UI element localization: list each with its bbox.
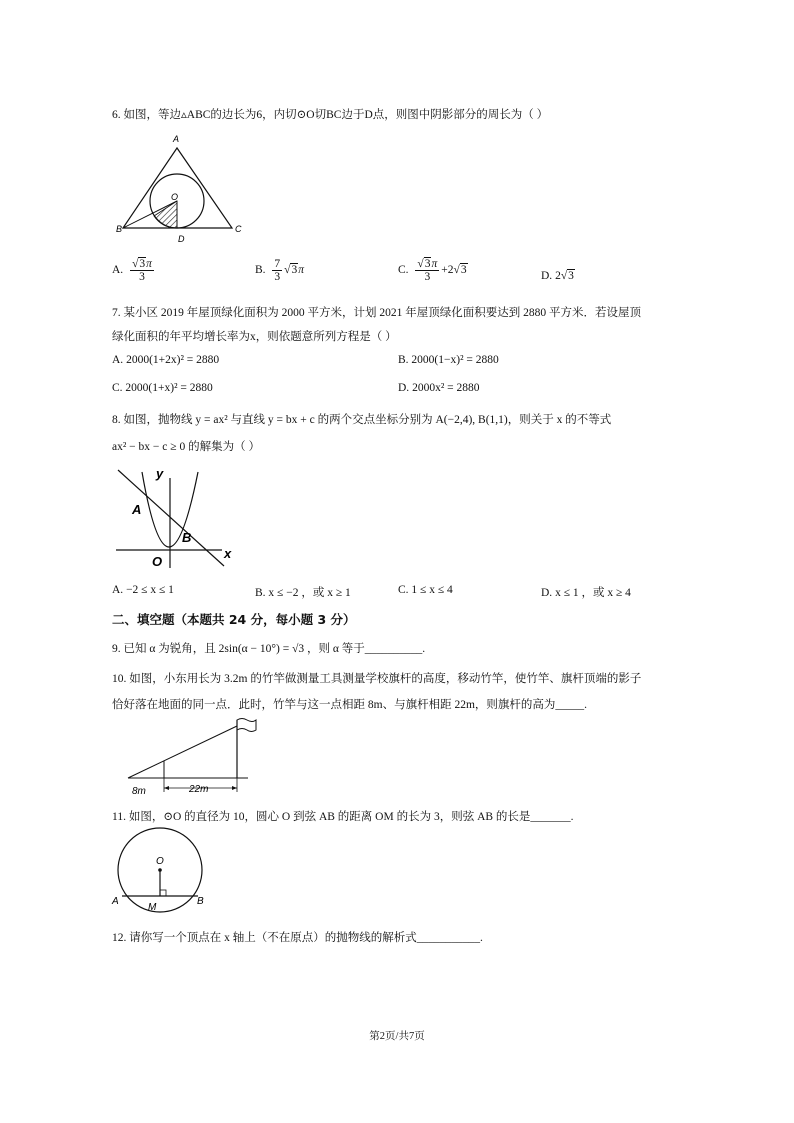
q10-figure [120, 712, 260, 802]
label-a: A [173, 134, 180, 144]
q9-text: 9. 已知 α 为锐角，且 2sin(α − 10°) = √3 ，则 α 等于__________. [112, 643, 426, 655]
label-o: O [171, 192, 179, 202]
label-a: A [112, 896, 119, 907]
q6-option-a[interactable]: A. $\frac{√3\pi}{3}$ [112, 258, 152, 284]
q6-figure [108, 130, 248, 245]
q11-figure [108, 826, 216, 918]
q7-option-a[interactable]: A. 2000(1+2x)² = 2880 [112, 354, 220, 366]
q7-option-c[interactable]: C. 2000(1+x)² = 2880 [112, 382, 213, 394]
page-footer: 第2页/共7页 [369, 1031, 425, 1042]
q7-option-d[interactable]: D. 2000x² = 2880 [398, 382, 480, 394]
q6-option-b[interactable]: B. $\frac{7}{3}$ √3π [255, 258, 304, 284]
label-c: C [235, 224, 242, 234]
q7-line2: 绿化面积的年平均增长率为x，则依题意所列方程是（ ） [112, 331, 397, 343]
label-m: M [148, 902, 157, 913]
flag [237, 719, 256, 732]
q10-line2: 恰好落在地面的同一点．此时，竹竿与这一点相距 8m、与旗杆相距 22m，则旗杆的高为_____. [112, 699, 588, 711]
q11-text: 11. 如图，⊙O 的直径为 10，圆心 O 到弦 AB 的距离 OM 的长为 3，则弦 AB 的长是_______. [112, 811, 574, 823]
label-x: x [224, 546, 232, 561]
label-22m: 22m [189, 784, 209, 795]
q6-option-c[interactable]: C. $\frac{√3\pi}{3}$ +2√3 [398, 258, 467, 284]
shaded-region [154, 201, 177, 228]
q8-figure [112, 462, 242, 572]
label-y: y [156, 466, 164, 481]
label-8m: 8m [132, 786, 146, 797]
label-b: B [182, 530, 192, 545]
q6-option-d[interactable]: D. 2√3 [541, 270, 574, 282]
q10-line1: 10. 如图，小东用长为 3.2m 的竹竿做测量工具测量学校旗杆的高度，移动竹竿，使竹竿、旗杆顶端的影子 [112, 673, 642, 685]
q8-line1: 8. 如图，抛物线 y = ax² 与直线 y = bx + c 的两个交点坐标分别为 A(−2,4), B(1,1)，则关于 x 的不等式 [112, 414, 612, 426]
label-o: O [156, 856, 164, 867]
q8-line2: ax² − bx − c ≥ 0 的解集为（ ） [112, 441, 260, 453]
label-a: A [132, 502, 142, 517]
q8-option-c[interactable]: C. 1 ≤ x ≤ 4 [398, 584, 453, 596]
label-b: B [116, 224, 123, 234]
q12-text: 12. 请你写一个顶点在 x 轴上（不在原点）的抛物线的解析式___________. [112, 932, 483, 944]
label-d: D [178, 234, 185, 244]
q8-option-b[interactable]: B. x ≤ −2 ，或 x ≥ 1 [255, 587, 351, 599]
label-b: B [197, 896, 204, 907]
hypotenuse [128, 726, 237, 778]
q7-option-b[interactable]: B. 2000(1−x)² = 2880 [398, 354, 499, 366]
right-angle-mark [160, 890, 166, 896]
section-title: 二、填空题（本题共 24 分，每小题 3 分） [112, 612, 356, 627]
q6-text: 6. 如图，等边▵ABC的边长为6，内切⊙O切BC边于D点，则图中阴影部分的周长为（ ） [112, 109, 549, 121]
q8-option-d[interactable]: D. x ≤ 1 ，或 x ≥ 4 [541, 587, 631, 599]
label-o: O [152, 554, 163, 569]
q8-option-a[interactable]: A. −2 ≤ x ≤ 1 [112, 584, 174, 596]
line-ab [118, 470, 224, 566]
center-point [158, 868, 162, 872]
q7-line1: 7. 某小区 2019 年屋顶绿化面积为 2000 平方米，计划 2021 年屋顶绿化面积要达到 2880 平方米．若设屋顶 [112, 307, 641, 319]
